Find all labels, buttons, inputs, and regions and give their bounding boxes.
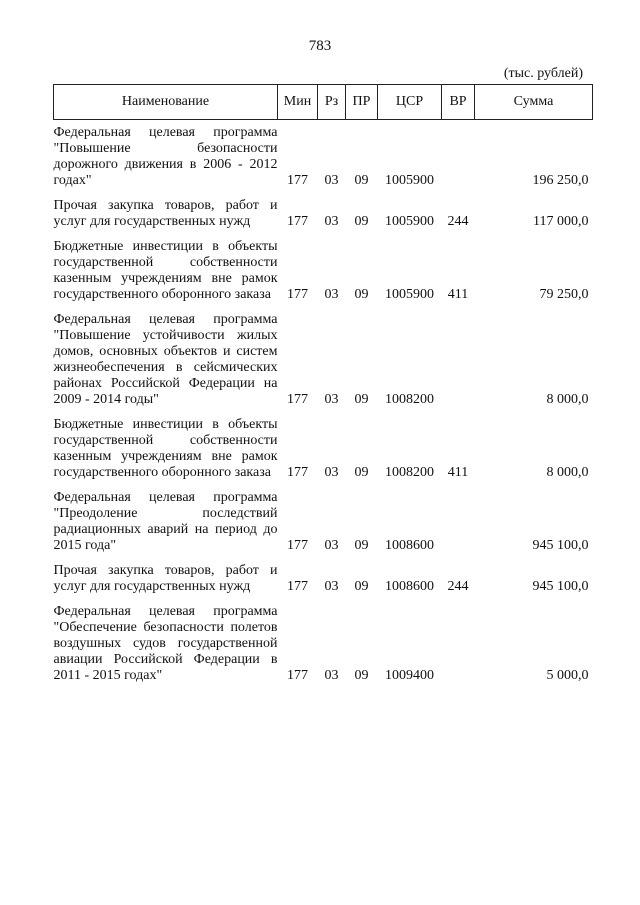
row-pr: 09 [354,668,369,683]
row-name: Бюджетные инвестиции в объекты государственной собственности казенным учреждениям вне рамок государственного оборонного заказа [53,417,278,480]
row-rz: 03 [324,465,339,480]
row-min: 177 [287,538,308,553]
row-name: Федеральная целевая программа "Преодоление последствий радиационных аварий на период до 2015 года" [53,490,278,553]
row-name: Федеральная целевая программа "Обеспечение безопасности полетов воздушных судов государственной авиации Российской Федерации в 2011 - 2015 годах" [53,604,278,683]
row-csr: 1005900 [385,287,434,302]
row-csr: 1008600 [385,579,434,594]
row-min: 177 [287,392,308,407]
row-sum: 196 250,0 [532,173,589,188]
row-vr: 411 [447,465,469,480]
row-rz: 03 [324,392,339,407]
row-min: 177 [287,173,308,188]
col-header-name: Наименование [54,85,278,120]
row-csr: 1008200 [385,392,434,407]
row-min: 177 [287,214,308,229]
table-row [54,412,593,485]
table-row [54,599,593,688]
row-vr: 244 [447,214,469,229]
row-pr: 09 [354,214,369,229]
row-name: Федеральная целевая программа "Повышение устойчивости жилых домов, основных объектов и систем жизнеобеспечения в сейсмических районах Российской Федерации на 2009 - 2014 годы" [53,312,278,407]
row-csr: 1005900 [385,173,434,188]
page-number: 783 [308,38,332,54]
row-csr: 1008600 [385,538,434,553]
row-rz: 03 [324,668,339,683]
col-header-csr: ЦСР [378,85,442,120]
row-pr: 09 [354,287,369,302]
row-min: 177 [287,465,308,480]
row-min: 177 [287,668,308,683]
table-body [54,120,593,689]
row-vr: 244 [447,579,469,594]
row-pr: 09 [354,392,369,407]
row-sum: 79 250,0 [539,287,589,302]
table-row [54,485,593,558]
row-csr: 1005900 [385,214,434,229]
row-sum: 945 100,0 [532,538,589,553]
col-header-pr: ПР [346,85,378,120]
row-pr: 09 [354,538,369,553]
row-sum: 117 000,0 [533,214,589,229]
col-header-rz: Рз [318,85,346,120]
table-row [54,193,593,234]
row-name: Федеральная целевая программа "Повышение безопасности дорожного движения в 2006 - 2012 годах" [53,125,278,188]
row-min: 177 [287,579,308,594]
row-min: 177 [287,287,308,302]
col-header-min: Мин [278,85,318,120]
row-pr: 09 [354,173,369,188]
col-header-vr: ВР [442,85,475,120]
budget-table [53,84,593,688]
row-vr [442,120,475,194]
row-pr: 09 [354,579,369,594]
row-name: Прочая закупка товаров, работ и услуг для государственных нужд [53,563,278,594]
row-sum: 8 000,0 [546,465,589,480]
row-rz: 03 [324,287,339,302]
row-sum: 945 100,0 [532,579,589,594]
row-name: Бюджетные инвестиции в объекты государственной собственности казенным учреждениям вне рамок государственного оборонного заказа [53,239,278,302]
row-vr: 411 [447,287,469,302]
row-sum: 8 000,0 [546,392,589,407]
row-rz: 03 [324,538,339,553]
row-pr: 09 [354,465,369,480]
row-rz: 03 [324,579,339,594]
row-sum: 5 000,0 [546,668,589,683]
table-row [54,558,593,599]
row-csr: 1009400 [385,668,434,683]
table-row [54,307,593,412]
row-vr [442,599,475,688]
row-rz: 03 [324,214,339,229]
row-rz: 03 [324,173,339,188]
row-vr [442,485,475,558]
col-header-sum: Сумма [475,85,593,120]
table-row [54,234,593,307]
units-label: (тыс. рублей) [503,66,583,81]
row-vr [442,307,475,412]
row-name: Прочая закупка товаров, работ и услуг для государственных нужд [53,198,278,229]
table-row [54,120,593,194]
table-header [54,85,593,120]
row-csr: 1008200 [385,465,434,480]
